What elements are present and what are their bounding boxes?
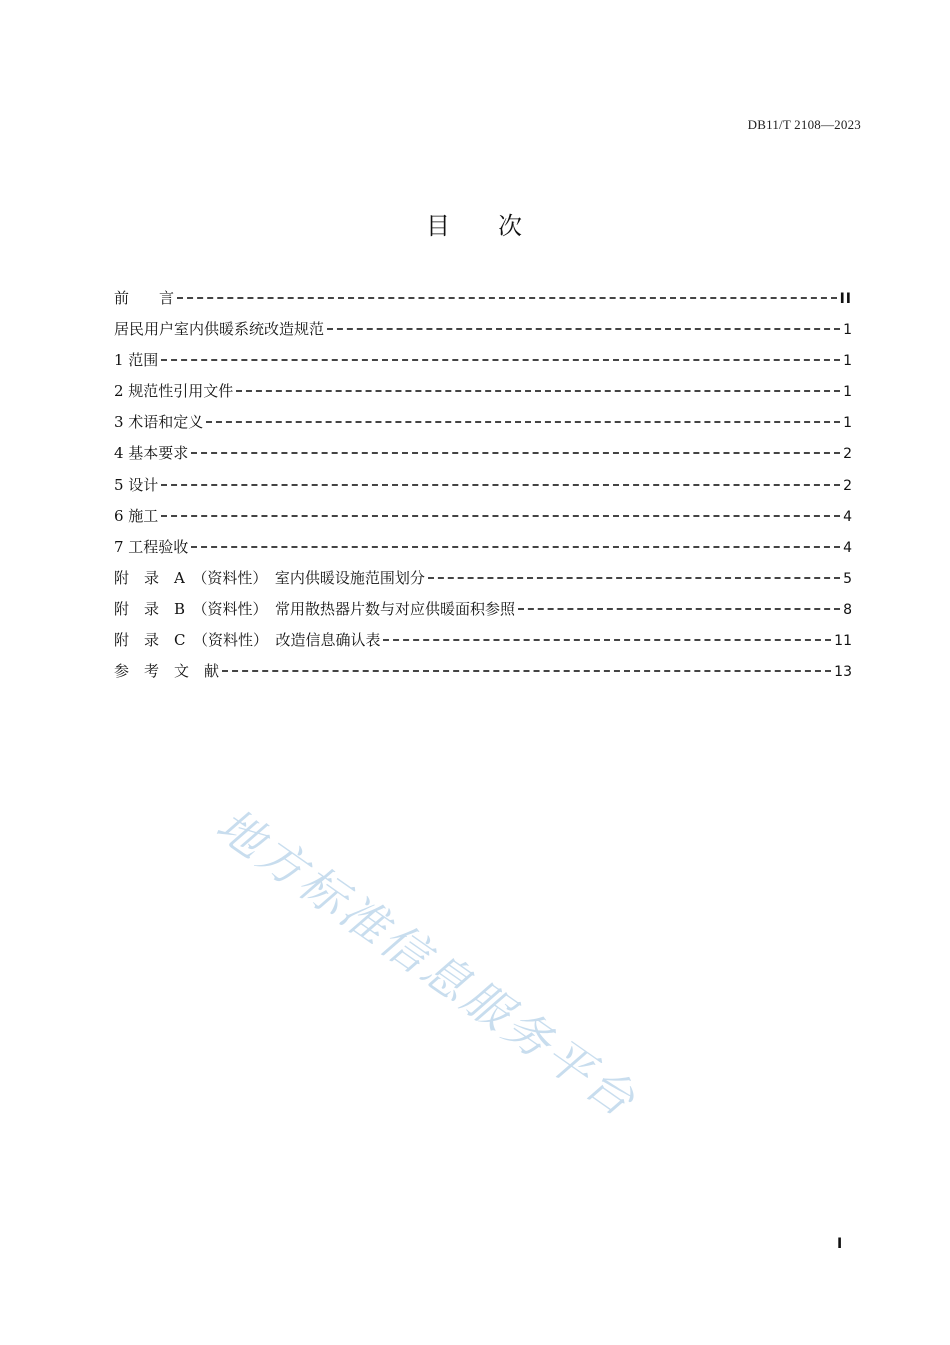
toc-leader-dots <box>327 328 840 330</box>
toc-entry-basic-requirements[interactable] <box>114 441 852 472</box>
toc-entry-page: 5 <box>843 570 852 587</box>
toc-entry-terms-definitions[interactable] <box>114 410 852 441</box>
toc-leader-dots <box>191 452 840 454</box>
standard-code: DB11/T 2108—2023 <box>747 117 861 132</box>
toc-entry-page: 1 <box>843 415 852 432</box>
toc-entry-label: 居民用户室内供暖系统改造规范 <box>114 320 325 339</box>
toc-entry-page: 1 <box>843 384 852 401</box>
toc-leader-dots <box>383 639 831 641</box>
toc-entry-page: 13 <box>834 664 852 681</box>
toc-entry-page: 8 <box>843 601 852 618</box>
toc-entry-appendix-c[interactable] <box>114 628 852 659</box>
toc-entry-label: 5 设计 <box>114 475 159 494</box>
toc-leader-dots <box>206 421 840 423</box>
toc-entry-bibliography[interactable] <box>114 659 852 690</box>
toc-entry-page: 4 <box>843 539 852 556</box>
toc-leader-dots <box>177 297 837 299</box>
toc-entry-page: 2 <box>843 477 852 494</box>
toc-entry-acceptance[interactable] <box>114 535 852 566</box>
toc-entry-label: 1 范围 <box>114 351 159 370</box>
toc-entry-page: 1 <box>843 353 852 370</box>
toc-entry-appendix-b[interactable] <box>114 597 852 628</box>
toc-entry-foreword[interactable] <box>114 286 852 317</box>
toc-leader-dots <box>191 546 840 548</box>
toc-entry-label: 6 施工 <box>114 506 159 525</box>
toc-entry-label: 7 工程验收 <box>114 537 189 556</box>
toc-entry-label: 前 言 <box>114 289 175 307</box>
toc-entry-label: 附 录 C （资料性） 改造信息确认表 <box>114 631 381 650</box>
toc-entry-page: 1 <box>843 322 852 339</box>
toc-entry-page: II <box>839 291 852 307</box>
toc-entry-appendix-a[interactable] <box>114 566 852 597</box>
toc-entry-scope[interactable] <box>114 348 852 379</box>
toc-entry-label: 参 考 文 献 <box>114 662 220 681</box>
toc-entry-label: 3 术语和定义 <box>114 413 204 432</box>
toc-entry-construction[interactable] <box>114 504 852 535</box>
toc-leader-dots <box>236 390 840 392</box>
page-title-char-1: 目 <box>426 212 452 240</box>
toc-leader-dots <box>222 670 831 672</box>
toc-entry-design[interactable] <box>114 473 852 504</box>
toc-entry-page: 11 <box>834 633 852 650</box>
toc-entry-label: 附 录 B （资料性） 常用散热器片数与对应供暖面积参照 <box>114 599 516 618</box>
watermark: 地方标准信息服务平台 <box>206 797 648 1129</box>
toc-leader-dots <box>428 577 840 579</box>
page-number: I <box>837 1236 843 1252</box>
page-title <box>0 206 950 241</box>
toc-entry-label: 2 规范性引用文件 <box>114 382 234 401</box>
toc-entry-page: 2 <box>843 446 852 463</box>
toc-leader-dots <box>518 608 840 610</box>
table-of-contents <box>114 286 852 690</box>
toc-leader-dots <box>161 359 840 361</box>
toc-entry-main-title[interactable] <box>114 317 852 348</box>
toc-leader-dots <box>161 515 840 517</box>
toc-entry-label: 4 基本要求 <box>114 444 189 463</box>
toc-entry-page: 4 <box>843 508 852 525</box>
toc-leader-dots <box>161 484 840 486</box>
toc-entry-label: 附 录 A （资料性） 室内供暖设施范围划分 <box>114 568 425 587</box>
page-title-char-2: 次 <box>498 212 524 240</box>
toc-entry-normative-references[interactable] <box>114 379 852 410</box>
